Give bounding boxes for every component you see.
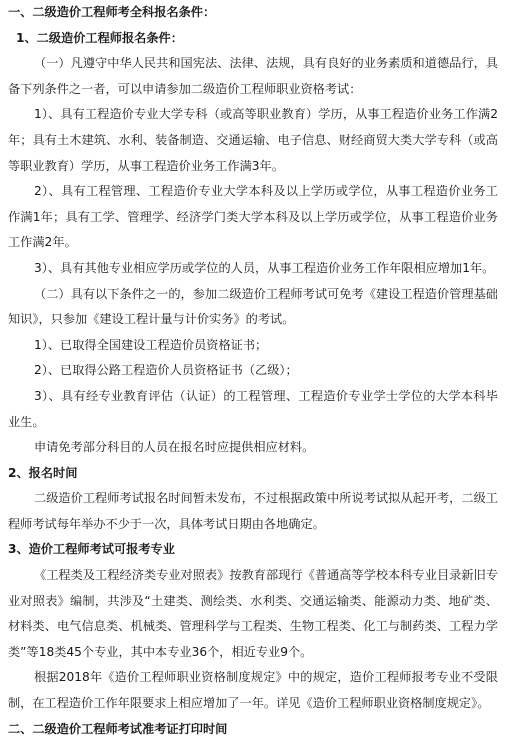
condition-1: 1）、具有工程造价专业大学专科（或高等职业教育）学历，从事工程造价业务工作满2年；具有土木建筑、水利、装备制造、交通运输、电子信息、财经商贸大类大学专科（或高等职业教育）学历，从事工程造价业务工作满3年。	[8, 107, 498, 173]
section-heading-registration-time: 2、报名时间	[8, 465, 78, 480]
exemption-3: 3）、具有经专业教育评估（认证）的工程管理、工程造价专业学士学位的大学本科毕业生。	[8, 388, 498, 429]
exemption-1: 1）、已取得全国建设工程造价员资格证书；	[34, 337, 268, 352]
paragraph-intro: （一）凡遵守中华人民共和国宪法、法律、法规，具有良好的业务素质和道德品行，具备下列条件之一者，可以申请参加二级造价工程师职业资格考试：	[8, 56, 498, 96]
paragraph-majors-table: 《工程类及工程经济类专业对照表》按教育部现行《普通高等学校本科专业目录新旧专业对照表》编制，共涉及“土建类、测绘类、水利类、交通运输类、能源动力类、地矿类、材料类、电气信息类、机械类、管理科学与工程类、生物工程类、化工与制药类、工程力学类”等18类45个专业，其中本专业36个，相近专业9个。	[8, 568, 498, 659]
exemption-note: 申请免考部分科目的人员在报名时应提供相应材料。	[34, 440, 315, 455]
section-heading-registration: 一、二级造价工程师考全科报名条件：	[8, 5, 216, 19]
paragraph-majors-rule: 根据2018年《造价工程师职业资格制度规定》中的规定，造价工程师报考专业不受限制，在工程造价工作年限要求上相应增加了一年。详见《造价工程师职业资格制度规定》。	[8, 670, 498, 711]
paragraph-registration-time: 二级造价工程师考试报名时间暂未发布，不过根据政策中所说考试拟从起开考，二级工程师考试每年举办不少于一次，具体考试日期由各地确定。	[8, 491, 498, 531]
section-heading-admission-ticket: 二、二级造价工程师考试准考证打印时间	[8, 721, 228, 736]
section-heading-majors: 3、造价工程师考试可报考专业	[8, 542, 175, 557]
exemption-2: 2）、已取得公路工程造价人员资格证书（乙级）；	[34, 363, 298, 378]
paragraph-exemption: （二）具有以下条件之一的，参加二级造价工程师考试可免考《建设工程造价管理基础知识》，只参加《建设工程计量与计价实务》的考试。	[8, 286, 498, 327]
condition-3: 3）、具有其他专业相应学历或学位的人员，从事工程造价业务工作年限相应增加1年。	[34, 260, 495, 275]
condition-2: 2）、具有工程管理、工程造价专业大学本科及以上学历或学位，从事工程造价业务工作满1年；具有工学、管理学、经济学门类大学本科及以上学历或学位，从事工程造价业务工作满2年。	[8, 184, 498, 250]
subheading-registration-conditions: 1、二级造价工程师报名条件：	[16, 30, 183, 45]
